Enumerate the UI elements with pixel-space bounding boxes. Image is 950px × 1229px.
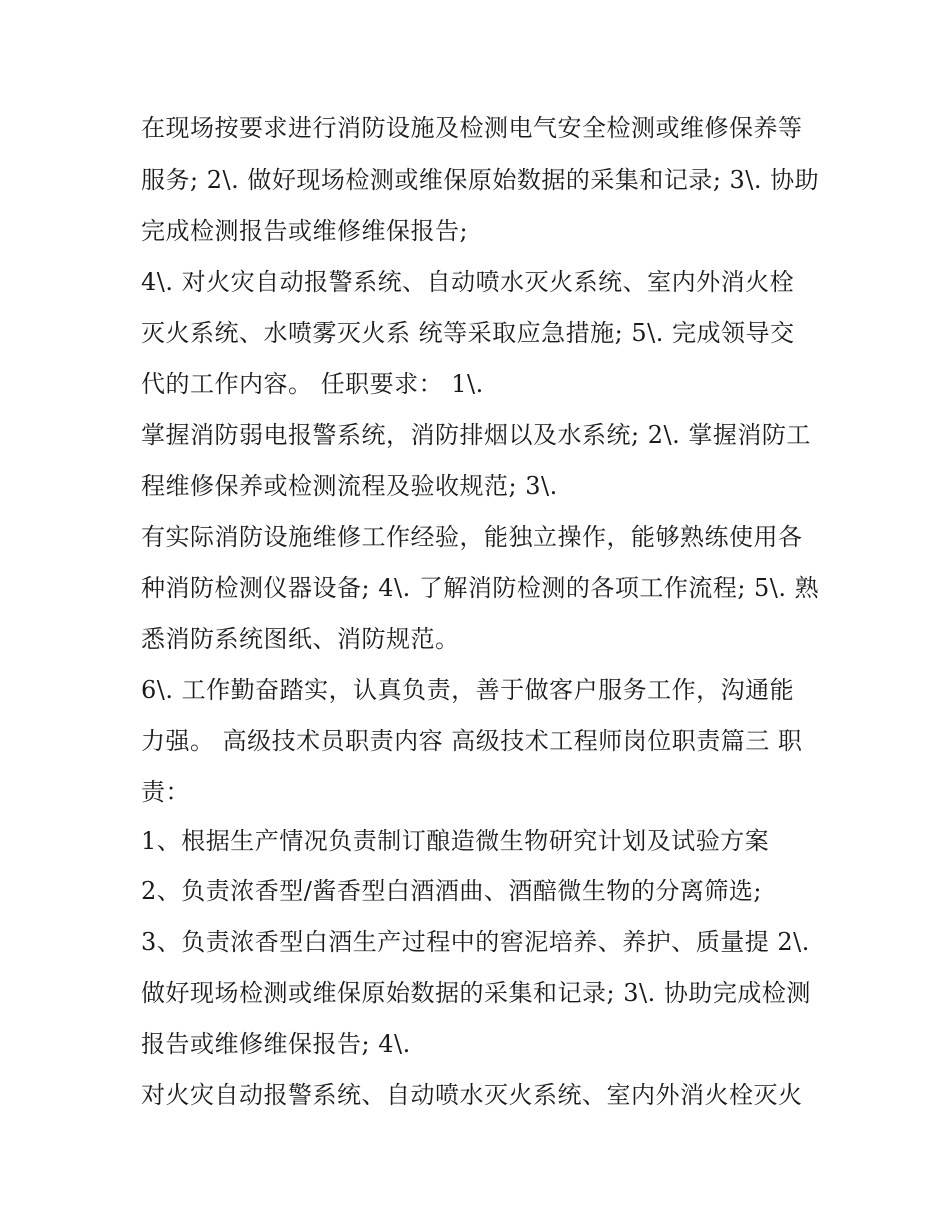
text-line-19: 报告或维修维保报告; 4\. [141, 1030, 411, 1058]
text-line-14: 责： [141, 778, 190, 806]
text-line-20: 对火灾自动报警系统、自动喷水灭火系统、室内外消火栓灭火 [141, 1081, 803, 1109]
text-line-1: 在现场按要求进行消防设施及检测电气安全检测或维修保养等 [141, 114, 803, 142]
text-line-17: 3、负责浓香型白酒生产过程中的窖泥培养、养护、质量提 2\. [141, 928, 810, 956]
text-line-15: 1、根据生产情况负责制订酿造微生物研究计划及试验方案 [141, 827, 770, 855]
text-line-2: 服务; 2\. 做好现场检测或维保原始数据的采集和记录; 3\. 协助 [141, 166, 820, 194]
text-line-18: 做好现场检测或维保原始数据的采集和记录; 3\. 协助完成检测 [141, 979, 811, 1007]
text-line-5: 灭火系统、水喷雾灭火系 统等采取应急措施; 5\. 完成领导交 [141, 319, 795, 347]
text-line-16: 2、负责浓香型/酱香型白酒酒曲、酒醅微生物的分离筛选; [141, 877, 762, 905]
text-line-4: 4\. 对火灾自动报警系统、自动喷水灭火系统、室内外消火栓 [141, 268, 795, 296]
text-line-7: 掌握消防弱电报警系统，消防排烟以及水系统; 2\. 掌握消防工 [141, 421, 811, 449]
text-line-6: 代的工作内容。 任职要求： 1\. [141, 370, 484, 398]
text-line-9: 有实际消防设施维修工作经验，能独立操作，能够熟练使用各 [141, 523, 803, 551]
text-line-13: 力强。 高级技术员职责内容 高级技术工程师岗位职责篇三 职 [141, 727, 803, 755]
text-line-11: 悉消防系统图纸、消防规范。 [141, 625, 460, 653]
text-line-8: 程维修保养或检测流程及验收规范; 3\. [141, 472, 558, 500]
text-line-12: 6\. 工作勤奋踏实，认真负责，善于做客户服务工作，沟通能 [141, 676, 795, 704]
text-line-10: 种消防检测仪器设备; 4\. 了解消防检测的各项工作流程; 5\. 熟 [141, 574, 820, 602]
text-line-3: 完成检测报告或维修维保报告; [141, 217, 469, 245]
